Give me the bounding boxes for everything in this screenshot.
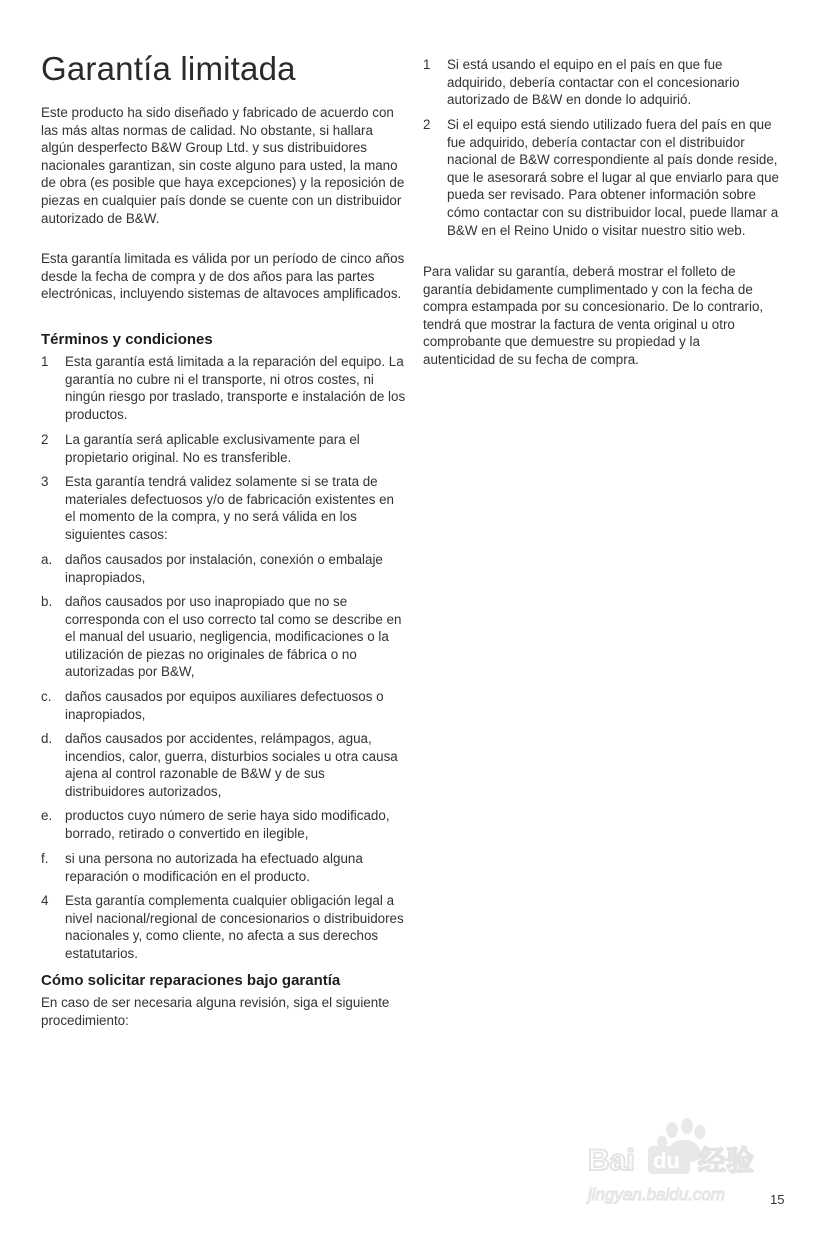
- terms-heading: Términos y condiciones: [41, 331, 213, 348]
- terms-item-text: Esta garantía está limitada a la reparación del equipo. La garantía no cubre ni el transporte, ni otros costes, ni ningún riesgo por traslado, transporte e instalación de los productos.: [65, 354, 406, 422]
- watermark-url: jingyan.baidu.com: [588, 1185, 726, 1204]
- page-title: Garantía limitada: [41, 50, 296, 87]
- paw-icon: [586, 1112, 778, 1212]
- terms-item: [41, 353, 408, 423]
- repairs-item-number: 1: [423, 57, 431, 72]
- repairs-item-text: Si el equipo está siendo utilizado fuera del país en que fue adquirido, debería contactar con el distribuidor nacional de B&W correspondiente al país donde reside, que le asesorará sobre el lugar al que enviarlo para que pueda ser revisado. Para obtener información sobre cómo contactar con su distribuidor local, puede llamar a B&W en el Reino Unido o visitar nuestro sitio web.: [447, 117, 780, 238]
- terms-item-text: daños causados por uso inapropiado que no se corresponda con el uso correcto tal como se describe en el manual del usuario, negligencia, modificaciones o la utilización de piezas no originales de fábrica o no autorizadas por B&W,: [65, 594, 402, 680]
- terms-item: [41, 688, 408, 723]
- terms-item-number: e.: [41, 808, 53, 823]
- validation-paragraph: Para validar su garantía, deberá mostrar el folleto de garantía debidamente cumplimentado y con la fecha de compra estampada por su concesionario. De lo contrario, tendrá que mostrar la factura de venta original u otro comprobante que demuestre su propiedad y la autenticidad de su fecha de compra.: [423, 264, 764, 367]
- terms-item-text: daños causados por instalación, conexión o embalaje inapropiados,: [65, 552, 383, 585]
- terms-item-number: a.: [41, 552, 53, 567]
- page-number: 15: [770, 1192, 785, 1207]
- watermark-brand-2: du: [653, 1148, 680, 1173]
- terms-item: [41, 892, 408, 962]
- terms-item-text: si una persona no autorizada ha efectuado alguna reparación o modificación en el producto.: [65, 851, 363, 884]
- terms-item-number: b.: [41, 594, 53, 609]
- terms-item: [41, 730, 408, 800]
- repairs-heading: Cómo solicitar reparaciones bajo garantía: [41, 972, 341, 989]
- terms-item: [41, 431, 408, 466]
- terms-item: [41, 593, 408, 681]
- terms-item-number: 1: [41, 354, 49, 369]
- terms-item: [41, 850, 408, 885]
- terms-item: [41, 473, 408, 543]
- terms-item-text: Esta garantía complementa cualquier obligación legal a nivel nacional/regional de concesionarios o distribuidores nacionales y, como cliente, no afecta a sus derechos estatutarios.: [65, 893, 404, 961]
- terms-item-number: f.: [41, 851, 49, 866]
- baidu-watermark: [586, 1112, 778, 1212]
- terms-item-text: productos cuyo número de serie haya sido modificado, borrado, retirado o convertido en ilegible,: [65, 808, 390, 841]
- terms-item-text: daños causados por equipos auxiliares defectuosos o inapropiados,: [65, 689, 384, 722]
- terms-item-text: Esta garantía tendrá validez solamente si se trata de materiales defectuosos y/o de fabricación existentes en el momento de la compra, y no será válida en los siguientes casos:: [65, 474, 394, 542]
- terms-item-number: 4: [41, 893, 49, 908]
- terms-item-text: daños causados por accidentes, relámpagos, agua, incendios, calor, guerra, disturbios sociales u otra causa ajena al control razonable de B&W y de sus distribuidores autorizados,: [65, 731, 398, 799]
- terms-item-number: 2: [41, 432, 49, 447]
- terms-item: [41, 551, 408, 586]
- watermark-brand: Bai: [588, 1144, 635, 1177]
- terms-item-text: La garantía será aplicable exclusivamente para el propietario original. No es transferible.: [65, 432, 360, 465]
- terms-item-number: d.: [41, 731, 53, 746]
- repairs-intro: En caso de ser necesaria alguna revisión, siga el siguiente procedimiento:: [41, 995, 390, 1028]
- intro-paragraph-1: Este producto ha sido diseñado y fabricado de acuerdo con las más altas normas de calidad. No obstante, si hallara algún desperfecto B&W Group Ltd. y sus distribuidores nacionales garantizan, sin coste alguno para usted, la mano de obra (es posible que haya excepciones) y la reposición de piezas en cualquier país donde se cuente con un distribuidor autorizado de B&W.: [41, 105, 405, 226]
- repairs-item-text: Si está usando el equipo en el país en que fue adquirido, debería contactar con el concesionario autorizado de B&W en donde lo adquirió.: [447, 57, 740, 108]
- watermark-brand-cn: 经验: [698, 1144, 755, 1177]
- repairs-item: [423, 116, 783, 239]
- terms-item-number: c.: [41, 689, 52, 704]
- terms-item-number: 3: [41, 474, 49, 489]
- terms-item: [41, 807, 408, 842]
- intro-paragraph-2: Esta garantía limitada es válida por un período de cinco años desde la fecha de compra y de dos años para las partes electrónicas, incluyendo sistemas de altavoces amplificados.: [41, 251, 405, 302]
- repairs-item-number: 2: [423, 117, 431, 132]
- repairs-item: [423, 56, 783, 109]
